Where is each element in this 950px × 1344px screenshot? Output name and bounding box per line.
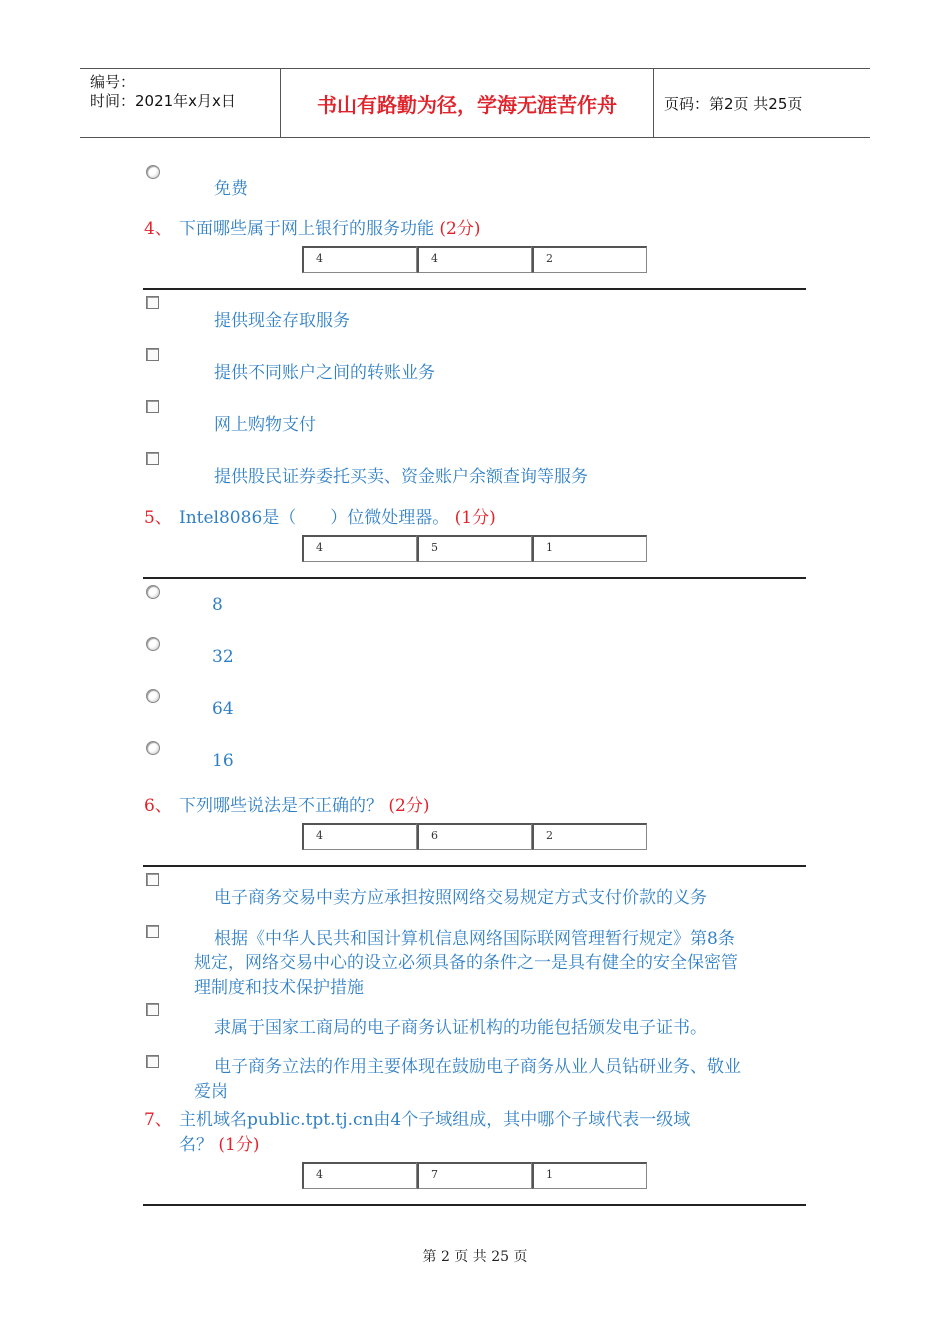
field-box[interactable]: 1 bbox=[532, 1162, 647, 1189]
checkbox-option[interactable] bbox=[146, 296, 159, 309]
option-label: 免费 bbox=[214, 179, 248, 199]
question-7-points: (1分) bbox=[218, 1135, 260, 1155]
radio-option[interactable] bbox=[146, 741, 160, 755]
option-label: 网上购物支付 bbox=[214, 415, 316, 435]
question-5-fields bbox=[302, 535, 648, 561]
question-5-number: 5、 bbox=[144, 508, 172, 528]
option-label: 8 bbox=[212, 595, 223, 615]
option-label: 64 bbox=[212, 699, 234, 719]
field-box[interactable]: 5 bbox=[417, 535, 532, 562]
field-box[interactable]: 2 bbox=[532, 823, 647, 850]
question-4-number: 4、 bbox=[144, 219, 172, 239]
divider bbox=[143, 577, 806, 579]
question-7-text-cont: 名？ (1分) bbox=[179, 1135, 260, 1155]
radio-option-free[interactable] bbox=[146, 165, 160, 179]
option-label: 32 bbox=[212, 647, 234, 667]
divider bbox=[143, 288, 806, 290]
question-5-points: (1分) bbox=[454, 508, 496, 528]
radio-option[interactable] bbox=[146, 585, 160, 599]
checkbox-option[interactable] bbox=[146, 873, 159, 886]
field-box[interactable]: 4 bbox=[302, 1162, 417, 1189]
field-box[interactable]: 6 bbox=[417, 823, 532, 850]
option-label-cont: 理制度和技术保护措施 bbox=[194, 978, 364, 998]
header-meta bbox=[80, 69, 281, 137]
question-6-points: (2分) bbox=[388, 796, 430, 816]
option-label: 提供现金存取服务 bbox=[214, 311, 350, 331]
question-6-text: 下列哪些说法是不正确的？ (2分) bbox=[179, 796, 430, 816]
option-label: 提供股民证券委托买卖、资金账户余额查询等服务 bbox=[214, 467, 588, 487]
option-label: 提供不同账户之间的转账业务 bbox=[214, 363, 435, 383]
question-4-points: (2分) bbox=[439, 219, 481, 239]
time-label: 时间：2021年x月x日 bbox=[90, 92, 236, 110]
option-label: 隶属于国家工商局的电子商务认证机构的功能包括颁发电子证书。 bbox=[214, 1018, 707, 1038]
option-label: 电子商务交易中卖方应承担按照网络交易规定方式支付价款的义务 bbox=[214, 888, 707, 908]
question-7-number: 7、 bbox=[144, 1110, 172, 1130]
option-label: 16 bbox=[212, 751, 234, 771]
header-page-info: 页码：第2页 共25页 bbox=[664, 94, 803, 113]
option-label-cont: 规定，网络交易中心的设立必须具备的条件之一是具有健全的安全保密管 bbox=[194, 953, 738, 973]
question-7-text: 主机域名public.tpt.tj.cn由4个子域组成，其中哪个子域代表一级域 bbox=[179, 1110, 691, 1130]
divider bbox=[143, 865, 806, 867]
question-6-fields bbox=[302, 823, 648, 849]
divider bbox=[143, 1204, 806, 1206]
checkbox-option[interactable] bbox=[146, 1055, 159, 1068]
question-5-text: Intel8086是（ ）位微处理器。 (1分) bbox=[179, 508, 496, 528]
field-box[interactable]: 7 bbox=[417, 1162, 532, 1189]
page-header bbox=[80, 68, 870, 138]
radio-option[interactable] bbox=[146, 637, 160, 651]
option-label: 根据《中华人民共和国计算机信息网络国际联网管理暂行规定》第8条 bbox=[214, 929, 735, 949]
field-box[interactable]: 4 bbox=[417, 246, 532, 273]
radio-option[interactable] bbox=[146, 689, 160, 703]
question-4-fields bbox=[302, 246, 648, 272]
checkbox-option[interactable] bbox=[146, 1003, 159, 1016]
page-footer: 第 2 页 共 25 页 bbox=[422, 1249, 528, 1265]
question-6-number: 6、 bbox=[144, 796, 172, 816]
field-box[interactable]: 1 bbox=[532, 535, 647, 562]
number-label: 编号： bbox=[90, 73, 136, 91]
checkbox-option[interactable] bbox=[146, 925, 159, 938]
field-box[interactable]: 4 bbox=[302, 535, 417, 562]
option-label-cont: 爱岗 bbox=[194, 1082, 228, 1102]
header-motto: 书山有路勤为径，学海无涯苦作舟 bbox=[281, 69, 654, 137]
question-7-fields bbox=[302, 1162, 648, 1188]
field-box[interactable]: 4 bbox=[302, 823, 417, 850]
question-4-text: 下面哪些属于网上银行的服务功能 (2分) bbox=[179, 219, 481, 239]
option-label: 电子商务立法的作用主要体现在鼓励电子商务从业人员钻研业务、敬业 bbox=[214, 1057, 741, 1077]
checkbox-option[interactable] bbox=[146, 452, 159, 465]
field-box[interactable]: 4 bbox=[302, 246, 417, 273]
field-box[interactable]: 2 bbox=[532, 246, 647, 273]
checkbox-option[interactable] bbox=[146, 348, 159, 361]
checkbox-option[interactable] bbox=[146, 400, 159, 413]
